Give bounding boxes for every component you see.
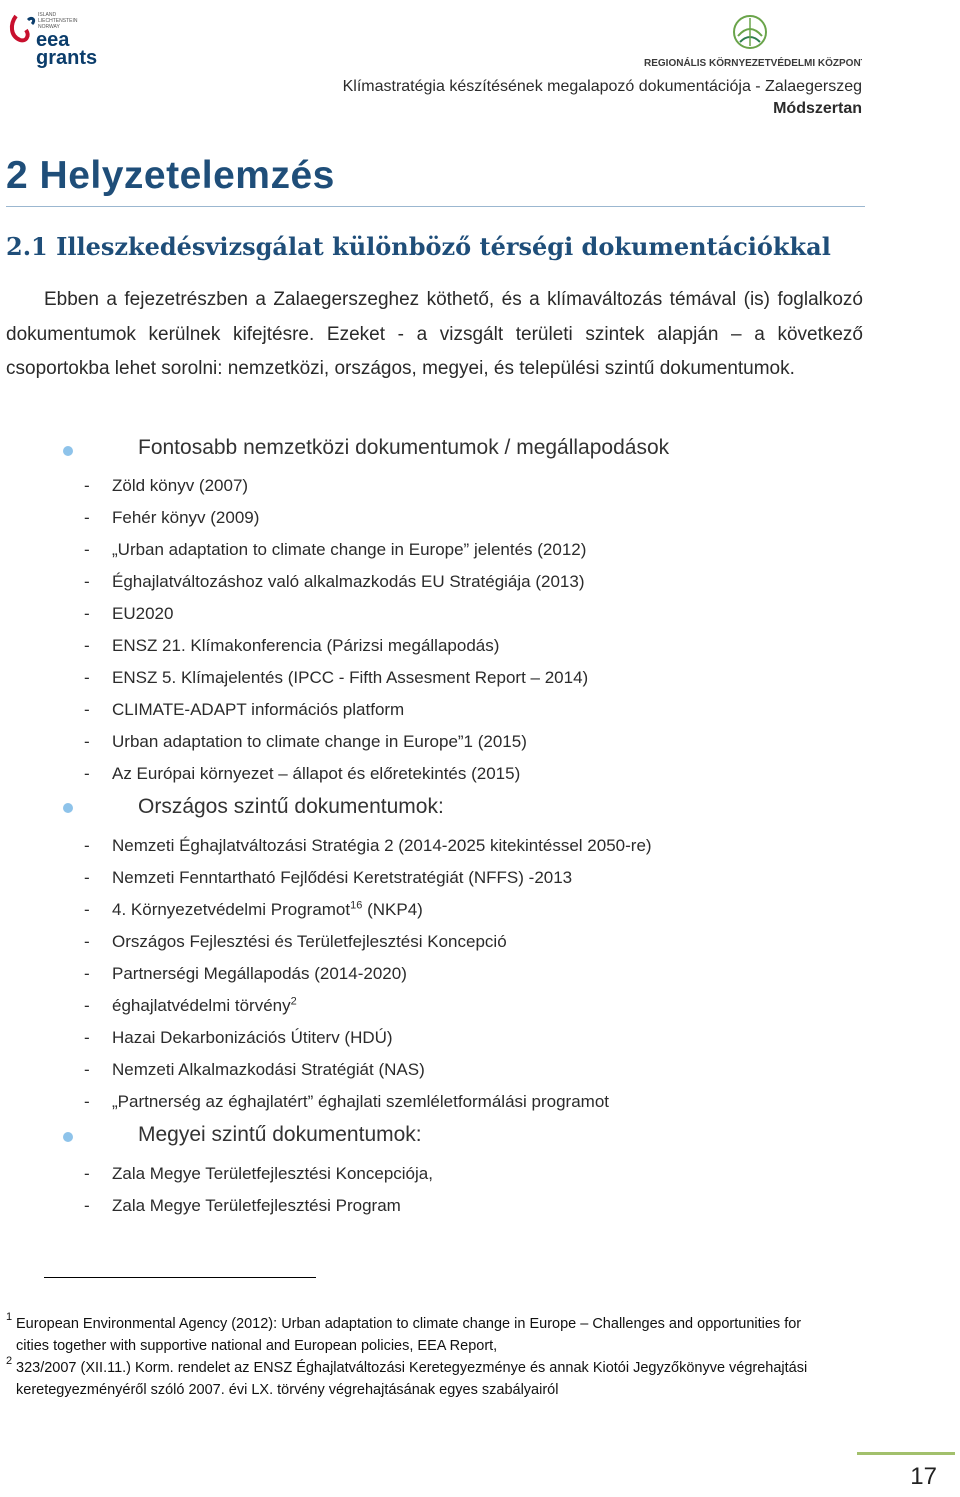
list-item: - 4. Környezetvédelmi Programot$^{16}$ (NKP4) <box>84 899 423 919</box>
logo-line-3: NORWAY <box>38 24 60 30</box>
intro-paragraph: Ebben a fejezetrészben a Zalaegerszeghez köthető, és a klímaváltozás témával (is) foglalkozó dokumentumok kerülnek kifejtésre. Ezeket - a vizsgált területi szintek alapján – a következő csoportokba lehet sorolni: nemzetközi, országos, megyei, és települési szintű dokumentumok. <box>6 289 863 379</box>
footnote-number: 1 <box>6 1311 13 1323</box>
list-item: - Nemzeti Alkalmazkodási Stratégiát (NAS) <box>84 1060 425 1079</box>
list-item: - CLIMATE-ADAPT információs platform <box>84 700 405 719</box>
footnote-text: European Environmental Agency (2012): Urban adaptation to climate change in Europe – Challenges and opportunities for <box>16 1316 802 1332</box>
rec-logo <box>642 12 862 72</box>
list-item: - Éghajlatváltozáshoz való alkalmazkodás EU Stratégiája (2013) <box>84 572 585 591</box>
list-item: - Urban adaptation to climate change in Europe”1 (2015) <box>84 732 527 751</box>
list-item: - EU2020 <box>84 604 174 623</box>
bullet-icon <box>63 1132 73 1142</box>
bullet-icon <box>63 446 73 456</box>
section-heading: 2 Helyzetelemzés <box>6 150 865 207</box>
footnote-2 <box>6 1357 866 1401</box>
footnote-text: cities together with supportive national and European policies, EEA Report, <box>16 1338 498 1354</box>
list-item: - Zala Megye Területfejlesztési Program <box>84 1196 401 1215</box>
footnote-1 <box>6 1313 866 1357</box>
group-heading-county: Megyei szintű dokumentumok: <box>138 1123 422 1146</box>
header-subtitle: Módszertan <box>773 100 862 117</box>
list-item: - „Partnerség az éghajlatért” éghajlati szemléletformálási programot <box>84 1092 610 1111</box>
group-heading-international: Fontosabb nemzetközi dokumentumok / megállapodások <box>138 436 670 459</box>
list-item: - ENSZ 21. Klímakonferencia (Párizsi megállapodás) <box>84 636 500 655</box>
logo-word-grants: grants <box>36 47 98 68</box>
list-item: - Zala Megye Területfejlesztési Koncepciója, <box>84 1164 433 1183</box>
footnote-text: keretegyezményéről szóló 2007. évi LX. törvény végrehajtásának egyes szabályairól <box>16 1382 559 1398</box>
list-item: - éghajlatvédelmi törvény$^2$ <box>84 995 297 1015</box>
logo-word-eea: eea <box>36 29 70 51</box>
list-item: - Zöld könyv (2007) <box>84 476 249 495</box>
page-number: 17 <box>910 1463 937 1490</box>
document-header <box>343 76 862 120</box>
subsection-heading: 2.1 Illeszkedésvizsgálat különböző térségi dokumentációkkal <box>6 232 831 261</box>
rec-emblem-icon <box>734 16 766 48</box>
bullet-icon <box>63 803 73 813</box>
header-title: Klímastratégia készítésének megalapozó dokumentációja - Zalaegerszeg <box>342 78 862 95</box>
footnote-ref: 16 <box>350 899 363 912</box>
list-item: - ENSZ 5. Klímajelentés (IPCC - Fifth Assesment Report – 2014) <box>84 668 589 687</box>
list-item: - Fehér könyv (2009) <box>84 508 260 527</box>
page-number-box <box>857 1452 955 1496</box>
logo-line-2: LIECHTENSTEIN <box>38 18 78 24</box>
eea-grants-logo <box>8 6 128 68</box>
footnote-separator <box>44 1277 316 1278</box>
list-item: - Partnerségi Megállapodás (2014-2020) <box>84 964 407 983</box>
list-item: - Az Európai környezet – állapot és előretekintés (2015) <box>84 764 521 783</box>
list-item: - Országos Fejlesztési és Területfejlesztési Koncepció <box>84 932 507 951</box>
rec-logo-text: REGIONÁLIS KÖRNYEZETVÉDELMI KÖZPONT <box>644 58 862 69</box>
list-item: - „Urban adaptation to climate change in Europe” jelentés (2012) <box>84 540 587 559</box>
list-item: - Nemzeti Éghajlatváltozási Stratégia 2 (2014-2025 kitekintéssel 2050-re) <box>84 836 652 855</box>
footnote-number: 2 <box>6 1355 13 1367</box>
logo-line-1: ISLAND <box>38 12 57 18</box>
group-heading-national: Országos szintű dokumentumok: <box>138 795 444 818</box>
list-item: - Hazai Dekarbonizációs Útiterv (HDÚ) <box>84 1028 393 1047</box>
list-item: - Nemzeti Fenntartható Fejlődési Keretstratégiát (NFFS) -2013 <box>84 868 573 887</box>
footnote-text: 323/2007 (XII.11.) Korm. rendelet az ENSZ Éghajlatváltozási Keretegyezménye és annak Kiotói Jegyzőkönyve végrehajtási <box>16 1360 808 1376</box>
footnote-ref: 2 <box>290 995 297 1008</box>
